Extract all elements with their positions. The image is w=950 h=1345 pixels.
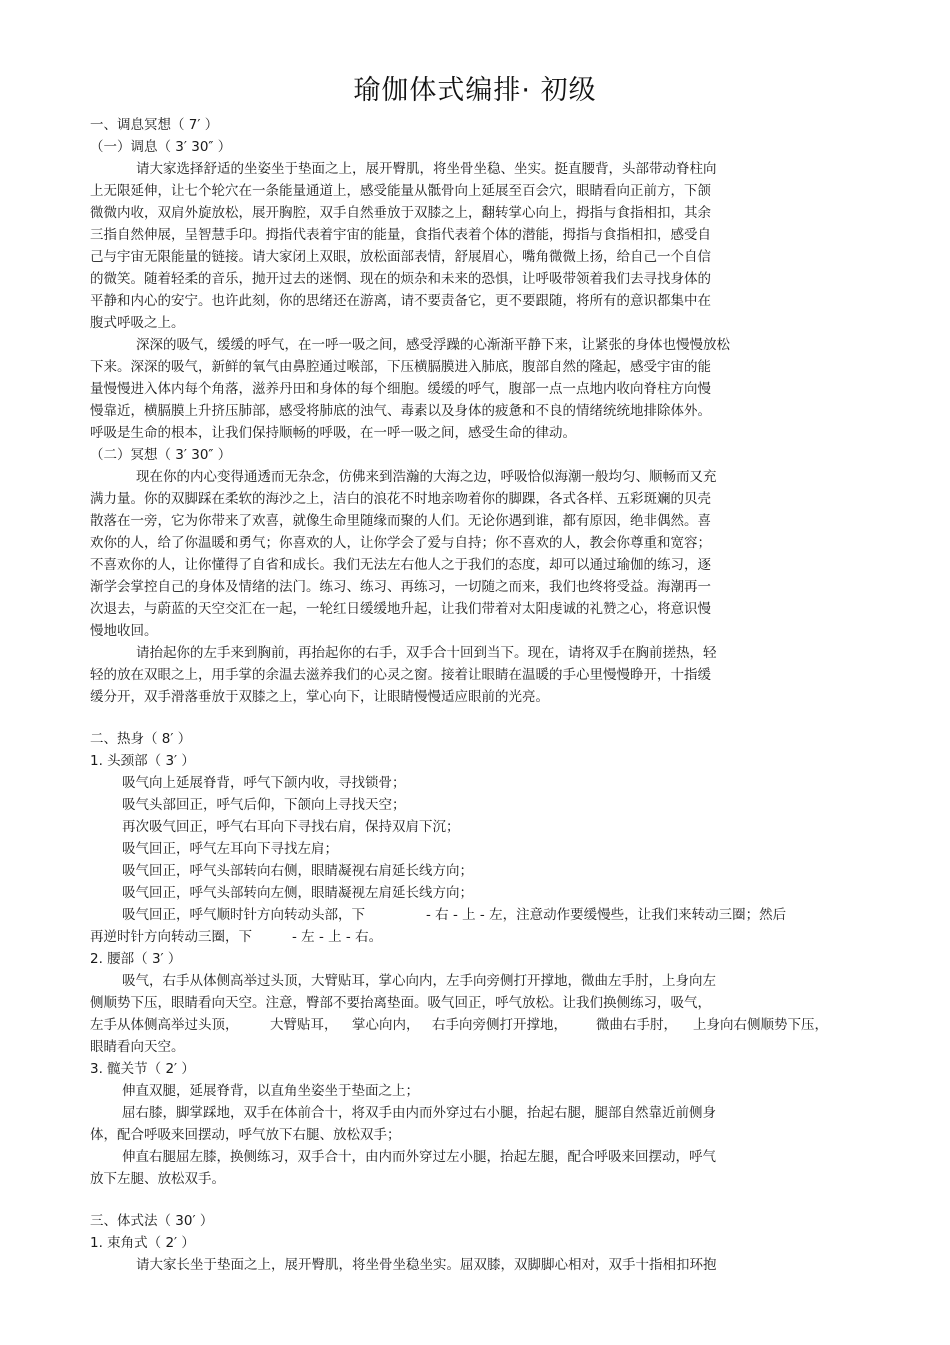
instruction-line: 再次吸气回正，呼气右耳向下寻找右肩，保持双肩下沉； bbox=[122, 819, 460, 835]
instruction-fragment: 微曲右手肘， bbox=[596, 1017, 677, 1033]
instruction-line: 再逆时针方向转动三圈，下 bbox=[90, 929, 252, 945]
instruction-line: 吸气回正，呼气头部转向左侧，眼睛凝视左肩延长线方向； bbox=[122, 885, 473, 901]
instruction-line: 放下左腿、放松双手。 bbox=[90, 1171, 225, 1187]
paragraph-line: 次退去，与蔚蓝的天空交汇在一起，一轮红日缓缓地升起，让我们带着对太阳虔诚的礼赞之心，将意识慢 bbox=[90, 601, 711, 617]
section-heading-3: 三、体式法（ 30′ ） bbox=[90, 1213, 214, 1229]
instruction-line: 吸气回正，呼气头部转向右侧，眼睛凝视右肩延长线方向； bbox=[122, 863, 473, 879]
instruction-line: 伸直右腿屈左膝，换侧练习，双手合十，由内而外穿过左小腿，抬起左腿，配合呼吸来回摆动，呼气 bbox=[122, 1149, 716, 1165]
paragraph-line: 请抬起你的左手来到胸前，再抬起你的右手，双手合十回到当下。现在，请将双手在胸前搓热，轻 bbox=[136, 645, 717, 661]
paragraph-line: 请大家长坐于垫面之上，展开臀肌，将坐骨坐稳坐实。屈双膝，双脚脚心相对，双手十指相扣环抱 bbox=[136, 1257, 717, 1273]
paragraph-line: 缓分开，双手滑落垂放于双膝之上，掌心向下，让眼睛慢慢适应眼前的光亮。 bbox=[90, 689, 549, 705]
subsection-heading: 1. 束角式（ 2′ ） bbox=[90, 1235, 195, 1251]
paragraph-line: 微微内收，双肩外旋放松，展开胸腔，双手自然垂放于双膝之上，翻转掌心向上，拇指与食指相扣，其余 bbox=[90, 205, 711, 221]
instruction-fragment: 上身向右侧顺势下压， bbox=[693, 1017, 828, 1033]
paragraph-line: 腹式呼吸之上。 bbox=[90, 315, 185, 331]
instruction-fragment: 大臂贴耳， bbox=[270, 1017, 338, 1033]
subsection-heading: 3. 髋关节（ 2′ ） bbox=[90, 1061, 195, 1077]
instruction-line-cont: - 右 - 上 - 左，注意动作要缓慢些，让我们来转动三圈；然后 bbox=[426, 907, 787, 923]
paragraph-line: 上无限延伸，让七个轮穴在一条能量通道上，感受能量从骶骨向上延展至百会穴，眼睛看向正前方，下颌 bbox=[90, 183, 711, 199]
subsection-heading: 2. 腰部（ 3′ ） bbox=[90, 951, 182, 967]
subsection-heading: （一）调息（ 3′ 30″ ） bbox=[90, 139, 232, 155]
paragraph-line: 深深的吸气，缓缓的呼气，在一呼一吸之间，感受浮躁的心渐渐平静下来，让紧张的身体也慢慢放松 bbox=[136, 337, 730, 353]
instruction-line-cont: - 左 - 上 - 右。 bbox=[292, 929, 383, 945]
paragraph-line: 平静和内心的安宁。也许此刻，你的思绪还在游离，请不要责备它，更不要跟随，将所有的意识都集中在 bbox=[90, 293, 711, 309]
instruction-fragment: 右手向旁侧打开撑地， bbox=[432, 1017, 567, 1033]
paragraph-line: 慢靠近，横膈膜上升挤压肺部，感受将肺底的浊气、毒素以及身体的疲惫和不良的情绪统统地排除体外。 bbox=[90, 403, 711, 419]
instruction-line: 屈右膝，脚掌踩地，双手在体前合十，将双手由内而外穿过右小腿，抬起右腿，腿部自然靠近前侧身 bbox=[122, 1105, 716, 1121]
instruction-line: 吸气向上延展脊背，呼气下颌内收，寻找锁骨； bbox=[122, 775, 406, 791]
instruction-line: 伸直双腿，延展脊背，以直角坐姿坐于垫面之上； bbox=[122, 1083, 419, 1099]
instruction-line: 吸气回正，呼气左耳向下寻找左肩； bbox=[122, 841, 338, 857]
paragraph-line: 现在你的内心变得通透而无杂念，仿佛来到浩瀚的大海之边，呼吸恰似海潮一般均匀、顺畅而又充 bbox=[136, 469, 717, 485]
paragraph-line: 轻的放在双眼之上，用手掌的余温去滋养我们的心灵之窗。接着让眼睛在温暖的手心里慢慢睁开，十指缓 bbox=[90, 667, 711, 683]
instruction-line: 吸气，右手从体侧高举过头顶，大臂贴耳，掌心向内，左手向旁侧打开撑地，微曲左手肘，上身向左 bbox=[122, 973, 716, 989]
paragraph-line: 己与宇宙无限能量的链接。请大家闭上双眼，放松面部表情，舒展眉心，嘴角微微上扬，给自己一个自信 bbox=[90, 249, 711, 265]
paragraph-line: 慢地收回。 bbox=[90, 623, 158, 639]
paragraph-line: 呼吸是生命的根本，让我们保持顺畅的呼吸，在一呼一吸之间，感受生命的律动。 bbox=[90, 425, 576, 441]
paragraph-line: 量慢慢进入体内每个角落，滋养丹田和身体的每个细胞。缓缓的呼气，腹部一点一点地内收向脊柱方向慢 bbox=[90, 381, 711, 397]
subsection-heading: 1. 头颈部（ 3′ ） bbox=[90, 753, 195, 769]
instruction-fragment: 左手从体侧高举过头顶， bbox=[90, 1017, 239, 1033]
section-heading-2: 二、热身（ 8′ ） bbox=[90, 731, 192, 747]
paragraph-line: 渐学会掌控自己的身体及情绪的法门。练习、练习、再练习，一切随之而来，我们也终将受益。海潮再一 bbox=[90, 579, 711, 595]
paragraph-line: 满力量。你的双脚踩在柔软的海沙之上，洁白的浪花不时地亲吻着你的脚踝，各式各样、五彩斑斓的贝壳 bbox=[90, 491, 711, 507]
instruction-line: 吸气头部回正，呼气后仰，下颌向上寻找天空； bbox=[122, 797, 406, 813]
paragraph-line: 的微笑。随着轻柔的音乐，抛开过去的迷惘、现在的烦杂和未来的恐惧，让呼吸带领着我们去寻找身体的 bbox=[90, 271, 711, 287]
subsection-heading: （二）冥想（ 3′ 30″ ） bbox=[90, 447, 232, 463]
paragraph-line: 欢你的人，给了你温暖和勇气；你喜欢的人，让你学会了爱与自持；你不喜欢的人，教会你尊重和宽容； bbox=[90, 535, 711, 551]
instruction-line: 体，配合呼吸来回摆动，呼气放下右腿、放松双手； bbox=[90, 1127, 401, 1143]
instruction-line: 眼睛看向天空。 bbox=[90, 1039, 185, 1055]
section-heading-1: 一、调息冥想（ 7′ ） bbox=[90, 117, 219, 133]
instruction-line: 吸气回正，呼气顺时针方向转动头部，下 bbox=[122, 907, 365, 923]
paragraph-line: 散落在一旁，它为你带来了欢喜，就像生命里随缘而聚的人们。无论你遇到谁，都有原因，绝非偶然。喜 bbox=[90, 513, 711, 529]
paragraph-line: 三指自然伸展，呈智慧手印。拇指代表着宇宙的能量，食指代表着个体的潜能，拇指与食指相扣，感受自 bbox=[90, 227, 711, 243]
instruction-line: 侧顺势下压，眼睛看向天空。注意，臀部不要抬离垫面。吸气回正，呼气放松。让我们换侧练习，吸气， bbox=[90, 995, 711, 1011]
instruction-fragment: 掌心向内， bbox=[352, 1017, 420, 1033]
paragraph-line: 不喜欢你的人，让你懂得了自省和成长。我们无法左右他人之于我们的态度，却可以通过瑜伽的练习，逐 bbox=[90, 557, 711, 573]
paragraph-line: 请大家选择舒适的坐姿坐于垫面之上，展开臀肌，将坐骨坐稳、坐实。挺直腰背，头部带动脊柱向 bbox=[136, 161, 717, 177]
page-title: 瑜伽体式编排· 初级 bbox=[353, 75, 597, 106]
paragraph-line: 下来。深深的吸气，新鲜的氧气由鼻腔通过喉部，下压横膈膜进入肺底，腹部自然的隆起，感受宇宙的能 bbox=[90, 359, 711, 375]
